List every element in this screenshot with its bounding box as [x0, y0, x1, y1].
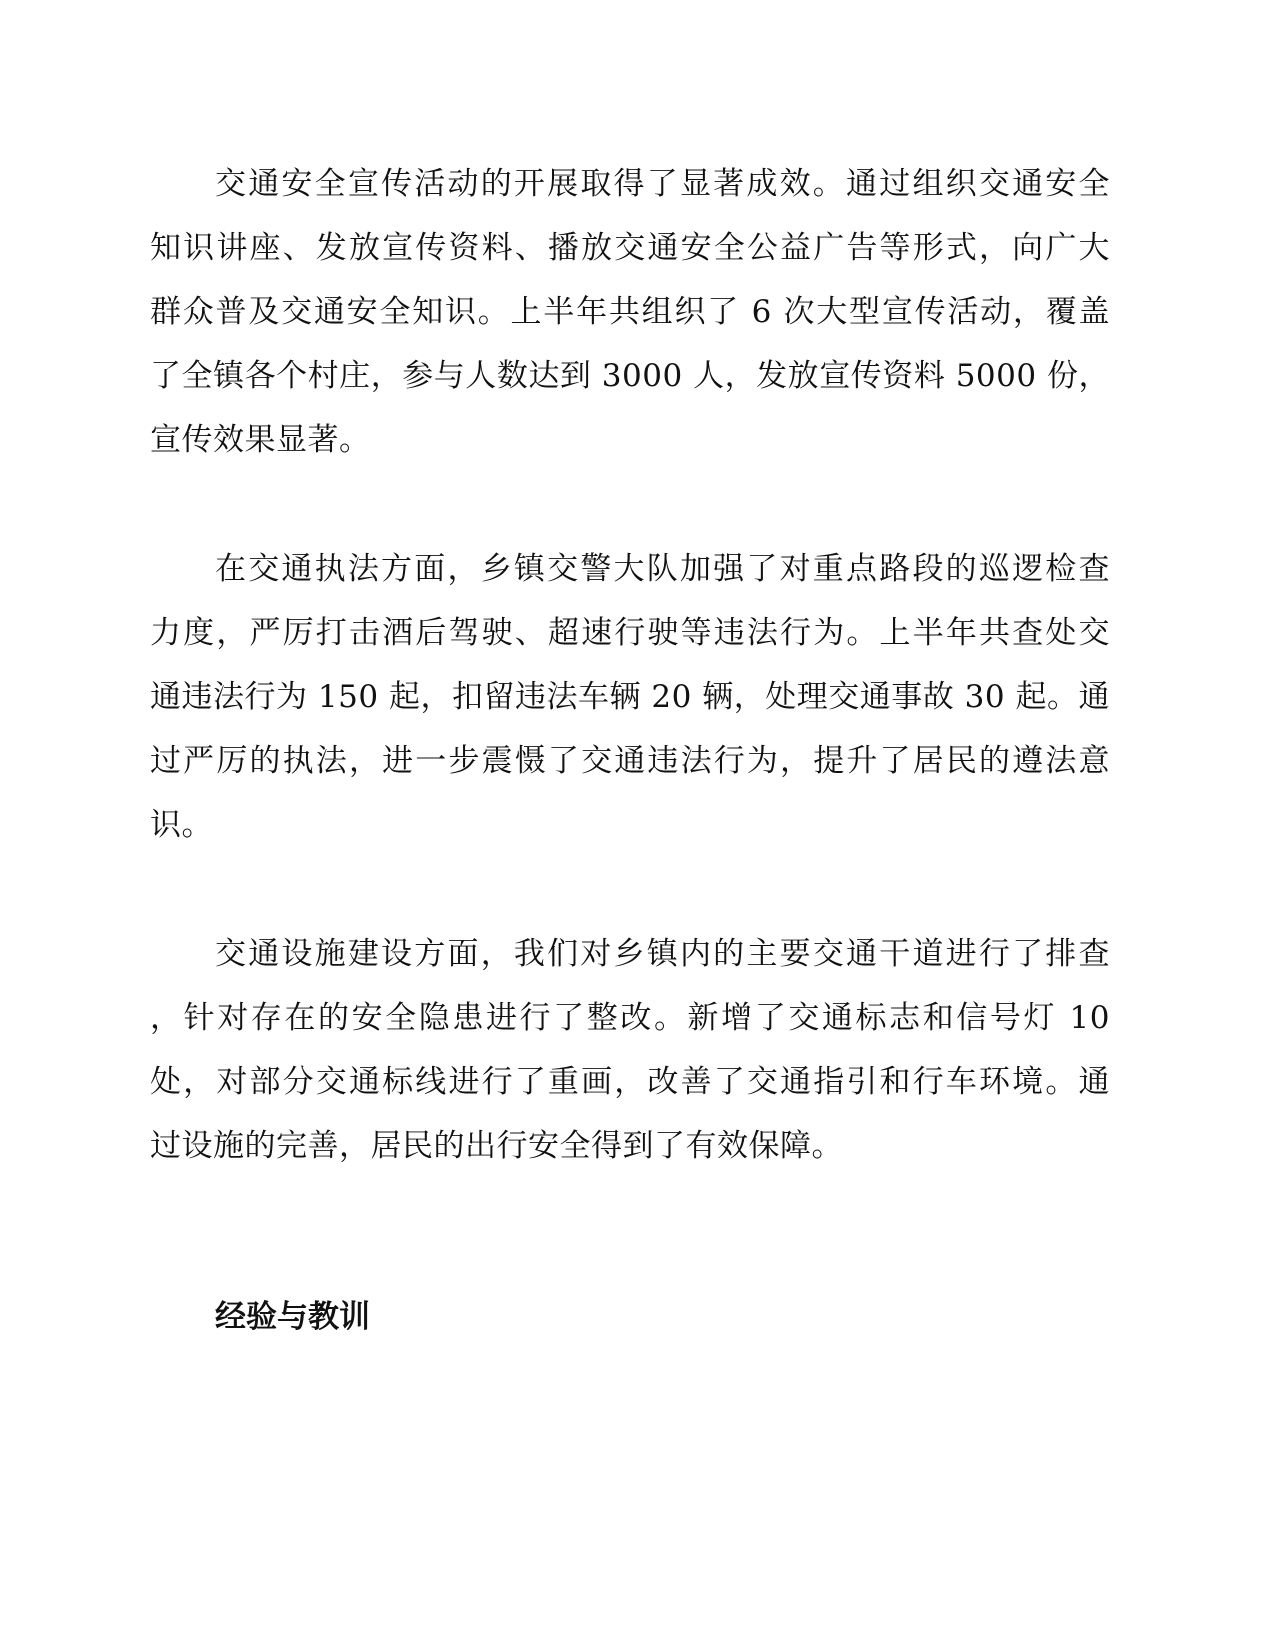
- paragraph-line: 通违法行为 150 起，扣留违法车辆 20 辆，处理交通事故 30 起。通: [150, 679, 1110, 715]
- paragraph-line: 处，对部分交通标线进行了重画，改善了交通指引和行车环境。通: [150, 1064, 1110, 1100]
- paragraph-line: 在交通执法方面，乡镇交警大队加强了对重点路段的巡逻检查: [215, 551, 1110, 587]
- paragraph-line: 交通设施建设方面，我们对乡镇内的主要交通干道进行了排查: [215, 936, 1110, 972]
- paragraph-line: 交通安全宣传活动的开展取得了显著成效。通过组织交通安全: [215, 166, 1110, 202]
- paragraph-line: ，针对存在的安全隐患进行了整改。新增了交通标志和信号灯 10: [150, 1000, 1110, 1036]
- paragraph-line: 知识讲座、发放宣传资料、播放交通安全公益广告等形式，向广大: [150, 230, 1110, 266]
- paragraph-line: 过设施的完善，居民的出行安全得到了有效保障。: [150, 1128, 843, 1164]
- paragraph-line: 群众普及交通安全知识。上半年共组织了 6 次大型宣传活动，覆盖: [150, 294, 1110, 330]
- paragraph-line: 了全镇各个村庄，参与人数达到 3000 人，发放宣传资料 5000 份，: [150, 358, 1110, 394]
- paragraph-line: 力度，严厉打击酒后驾驶、超速行驶等违法行为。上半年共查处交: [150, 615, 1110, 651]
- paragraph-line: 过严厉的执法，进一步震慑了交通违法行为，提升了居民的遵法意: [150, 743, 1110, 779]
- section-heading: 经验与教训: [215, 1299, 370, 1335]
- paragraph-line: 宣传效果显著。: [150, 422, 371, 458]
- paragraph-line: 识。: [150, 807, 213, 843]
